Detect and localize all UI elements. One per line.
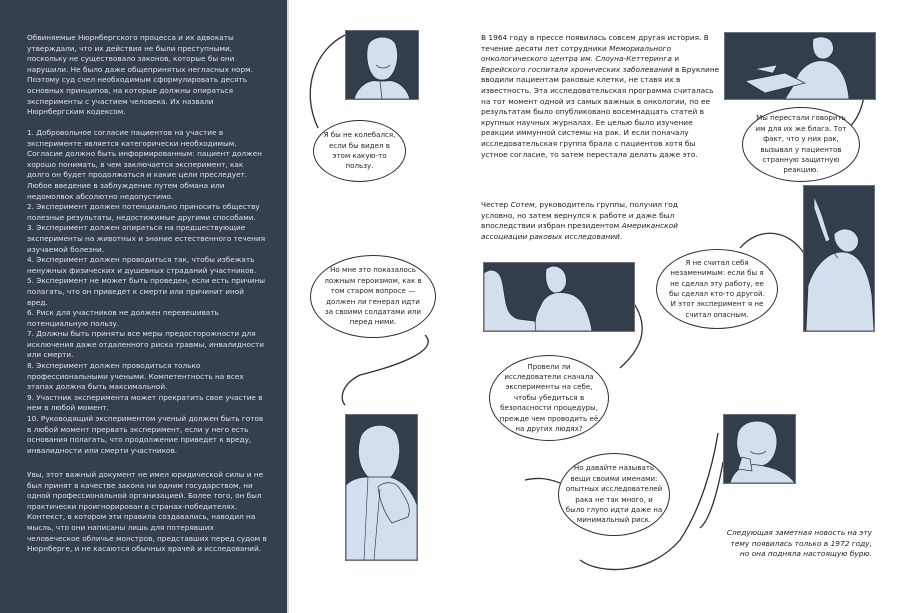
outro-text (27, 470, 267, 555)
bubble-false-heroism-text: Но мне это показалось ложным героизмом, как в том старом вопросе — должен ли генерал идти за своими солдатами или перед ними. (324, 265, 422, 327)
principle-3: 3. Эксперимент должен опираться на предшествующие эксперименты на животных и знание естественного течения изучаемой болезни. (27, 223, 266, 254)
speech-bubble-hesitate (313, 120, 406, 182)
nuremberg-code-list (27, 128, 267, 456)
caption-1964 (481, 33, 721, 160)
thinking-illustration (346, 415, 417, 560)
principle-10: 10. Руководящий экспериментом ученый должен быть готов в любой момент прервать эксперимент, если у него есть основания полагать, что продолжение приведет к вреду, инвалидности или смерти участников. (27, 414, 264, 455)
smiling-man-panel (723, 414, 796, 484)
caption-1964-part2: и (671, 54, 680, 64)
caption-1972 (720, 528, 872, 560)
examination-illustration (484, 263, 634, 331)
bubble-not-irreplaceable-text: Я не считал себя незаменимым: если бы я не сделал эту работу, ее бы сделал кто-то другой. И этот эксперимент я не считал опасным. (669, 257, 765, 319)
caption-1964-part1: В 1964 году в прессе появилась совсем другая история. В течение десяти лет сотрудники (481, 33, 709, 53)
bubble-stopped-telling-text: Мы перестали говорить им для их же блага. Тот факт, что у них рак, вызывал у пациентов странную защитную реакцию. (755, 113, 847, 175)
principle-2: 2. Эксперимент должен потенциально приносить обществу полезные результаты, недостижимые другими способами. (27, 202, 260, 222)
caption-1964-part3: в Бруклине вводили пациентам раковые клетки, не ставя их в известность. Эта исследовательская программа считалась на тот момент одной из самых важных в онкологии, по ее результатам было опубликовано восемнадцать статей в крупных научных журналах. Ее целью было изучение реакции иммунной системы на рак. И если поначалу исследовательская группа брала с пациентов хотя бы устное согласие, то затем перестала делать даже это. (481, 64, 720, 159)
outro-paragraph: Увы, этот важный документ не имел юридической силы и не был принят в качестве закона ни одним государством, ни одной профессиональной организацией. Более того, он был практически проигнорирован в странах-победителях. Контекст, в котором эти правила создавались, наводил на мысль, что они написаны лишь для потерявших человеческое обличье монстров, представших перед судом в Нюрнберге, и не касаются обычных врачей и исследований. (27, 470, 267, 554)
principle-1: 1. Добровольное согласие пациентов на участие в эксперименте является категорически необходимым. Согласие должно быть информированным: пациент должен хорошо понимать, в чем заключается эксперимент, как долго он будет продолжаться и какие цели преследует. Любое введение в заблуждение путем обмана или недомолвок абсолютно недопустимо. (27, 128, 262, 201)
caption-1964-jewish-hospital: Еврейского госпиталя хронических заболеваний (481, 64, 673, 74)
speech-bubble-not-irreplaceable (656, 249, 778, 329)
intro-paragraph: Обвиняемые Нюрнбергского процесса и их адвокаты утверждали, что их действия не были преступными, поскольку не существовало законов, которые бы они нарушили. Не было даже общепринятых негласных норм. Поэтому суд счел необходимым сформулировать десять основных принципов, на которые должны опираться эксперименты с участием человека. Их назвали Нюрнбергским кодексом. (27, 33, 253, 117)
principle-8: 8. Эксперимент должен проводиться только профессиональными учеными. Компетентность на всех этапах должна быть максимальной. (27, 361, 244, 392)
portrait-panel-southam (345, 30, 419, 100)
principle-4: 4. Эксперимент должен проводиться так, чтобы избежать ненужных физических и душевных страданий участников. (27, 255, 257, 275)
caption-1972-text: Следующая заметная новость на эту тему появилась только в 1972 году, но она подняла настоящую бурю. (726, 528, 872, 559)
desk-illustration (725, 33, 875, 99)
left-page (0, 0, 287, 613)
caption-southam (481, 200, 713, 242)
portrait-illustration (346, 31, 418, 99)
pointing-illustration (804, 186, 874, 331)
desk-writing-panel (724, 32, 876, 100)
speech-bubble-stopped-telling (742, 107, 860, 182)
principle-7: 7. Должны быть приняты все меры предосторожности для исключения даже отдаленного риска травмы, инвалидности или смерти. (27, 329, 265, 360)
speech-bubble-false-heroism (310, 255, 436, 338)
bubble-self-experiment-text: Провели ли исследователи сначала эксперименты на себе, чтобы убедиться в безопасности процедуры, прежде чем проводить её на других людях? (499, 361, 599, 434)
caption-southam-association: Американской ассоциации раковых исследований (481, 221, 678, 241)
bubble-hesitate-text: Я бы не колебался, если бы видел в этом какую-то пользу. (323, 130, 396, 171)
thinking-man-panel (345, 414, 418, 561)
caption-southam-part1: Честер (481, 200, 511, 209)
speech-bubble-self-experiment (489, 355, 609, 441)
caption-1964-sloan-kettering: Мемориального онкологического центра им. Слоуна-Кеттеринга (481, 43, 672, 64)
smiling-illustration (724, 415, 795, 483)
principle-5: 5. Эксперимент не может быть проведен, если есть причины полагать, что он приведет к смерти или причинит иной вред. (27, 276, 266, 307)
speech-bubble-call-things (558, 453, 670, 536)
examination-panel (483, 262, 635, 332)
principle-6: 6. Риск для участников не должен перевешивать потенциальную пользу. (27, 308, 219, 328)
caption-southam-part3: . (619, 231, 623, 241)
caption-southam-part2: , руководитель группы, получил год условно, но затем вернулся к работе и даже был впоследствии избран президентом (481, 200, 678, 231)
intro-text (27, 33, 267, 118)
caption-southam-name: Сотем (510, 200, 535, 209)
principle-9: 9. Участник эксперимента может прекратить свое участие в нем в любой момент. (27, 392, 263, 413)
bubble-call-things-text: Но давайте называть вещи своими именами: опытных исследователей рака не так много, и было глупо идти даже на минимальный риск. (565, 463, 663, 525)
pointing-man-panel (803, 185, 875, 332)
